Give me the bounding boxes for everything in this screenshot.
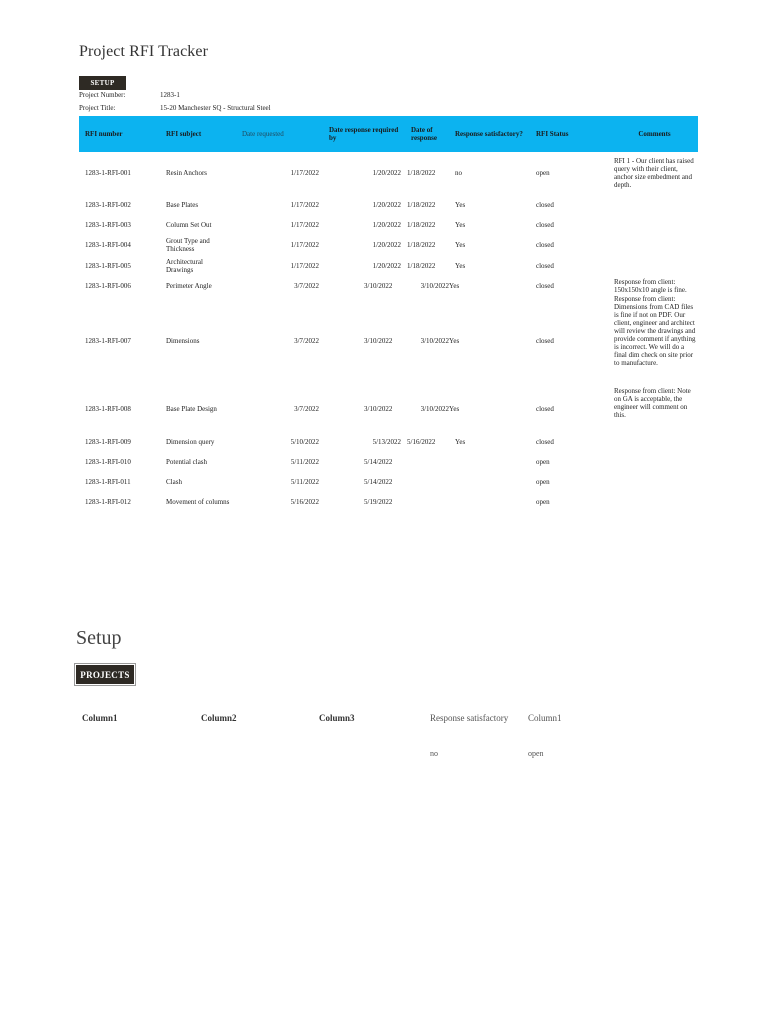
setup-button[interactable]: SETUP — [79, 76, 126, 90]
cell-status: closed — [536, 337, 554, 345]
cell-date-required: 5/14/2022 — [364, 478, 393, 486]
cell-rfi-number: 1283-1-RFI-001 — [85, 169, 131, 177]
col-header-rfi-subject[interactable]: RFI subject — [166, 130, 202, 138]
cell-date-response: 5/16/2022 — [407, 437, 436, 446]
cell-status: open — [536, 169, 550, 177]
cell-date-response — [405, 472, 449, 492]
cell-date-requested: 5/11/2022 — [290, 458, 319, 466]
cell-rfi-number: 1283-1-RFI-002 — [85, 201, 131, 209]
cell-comment: Response from client: 150x150x10 angle is fine. — [614, 277, 687, 294]
cell-date-response — [405, 452, 449, 472]
table-row — [79, 492, 698, 512]
cell-date-requested: 5/16/2022 — [290, 498, 319, 506]
table-row — [79, 194, 698, 216]
cell-comment — [611, 452, 698, 472]
cell-subject: Column Set Out — [166, 221, 212, 229]
cell-date-required: 1/20/2022 — [372, 262, 401, 270]
cell-rfi-number: 1283-1-RFI-006 — [85, 281, 131, 290]
cell-satisfactory: Yes — [455, 241, 466, 249]
cell-comment: Response from client: Dimensions from CAD files is fine if not on PDF. Our client, engineer and architect will review the drawings and provide comment if anything is incorrect. We will do a final dim check on site prior to manufacture. — [614, 295, 696, 367]
col-header-date-requested[interactable]: Date requested — [242, 130, 284, 138]
cell-satisfactory — [449, 492, 530, 512]
column-header-column1-b[interactable]: Column1 — [528, 713, 562, 723]
cell-comment — [611, 431, 698, 452]
cell-satisfactory — [449, 452, 530, 472]
table-row — [79, 472, 698, 492]
cell-satisfactory: no — [455, 169, 462, 177]
cell-date-required: 5/13/2022 — [372, 437, 401, 446]
cell-subject: Dimension query — [166, 437, 215, 446]
cell-date-required: 1/20/2022 — [372, 241, 401, 249]
table-row — [79, 387, 698, 431]
cell-status: closed — [536, 405, 554, 413]
cell-comment — [611, 194, 698, 216]
table-header-row — [79, 116, 698, 152]
col-header-response-satisfactory[interactable]: Response satisfactory? — [455, 130, 523, 138]
cell-date-response: 1/18/2022 — [407, 262, 436, 270]
cell-rfi-number: 1283-1-RFI-007 — [85, 337, 131, 345]
cell-rfi-number: 1283-1-RFI-005 — [85, 262, 131, 270]
table-row — [79, 152, 698, 194]
cell-date-required: 3/10/2022 — [364, 337, 393, 345]
cell-status: open — [536, 458, 550, 466]
value-response-satisfactory: no — [430, 749, 438, 758]
cell-status: closed — [536, 241, 554, 249]
cell-status: closed — [536, 262, 554, 270]
cell-rfi-number: 1283-1-RFI-008 — [85, 405, 131, 413]
cell-comment — [611, 234, 698, 256]
project-title-label: Project Title: — [79, 104, 116, 112]
cell-date-requested: 3/7/2022 — [294, 281, 319, 290]
cell-status: closed — [536, 221, 554, 229]
cell-subject: Base Plate Design — [166, 405, 217, 413]
cell-subject: Base Plates — [166, 201, 199, 209]
cell-subject: Architectural Drawings — [166, 258, 203, 274]
cell-date-requested: 3/7/2022 — [294, 337, 319, 345]
cell-date-requested: 1/17/2022 — [290, 221, 319, 229]
cell-comment — [611, 256, 698, 276]
cell-subject: Resin Anchors — [166, 169, 208, 177]
cell-date-requested: 1/17/2022 — [290, 201, 319, 209]
cell-rfi-number: 1283-1-RFI-012 — [85, 498, 131, 506]
cell-satisfactory — [449, 472, 530, 492]
cell-comment: Response from client: Note on GA is acceptable, the engineer will comment on this. — [614, 387, 691, 419]
cell-comment — [611, 472, 698, 492]
cell-date-response: 3/10/2022 — [420, 337, 449, 345]
cell-status: closed — [536, 281, 554, 290]
cell-satisfactory: Yes — [449, 405, 460, 413]
cell-status: open — [536, 498, 550, 506]
cell-date-requested: 1/17/2022 — [290, 241, 319, 249]
col-header-date-response-required[interactable]: Date response required by — [329, 126, 399, 142]
projects-button[interactable]: PROJECTS — [76, 665, 134, 684]
project-title-value: 15-20 Manchester SQ - Structural Steel — [160, 104, 271, 112]
cell-date-requested: 5/10/2022 — [290, 437, 319, 446]
table-row — [79, 276, 698, 295]
table-row — [79, 234, 698, 256]
col-header-date-of-response[interactable]: Date of response — [411, 126, 437, 142]
cell-rfi-number: 1283-1-RFI-004 — [85, 241, 131, 249]
cell-subject: Potential clash — [166, 458, 208, 466]
cell-date-response: 1/18/2022 — [407, 241, 436, 249]
cell-status: closed — [536, 437, 554, 446]
cell-subject: Perimeter Angle — [166, 281, 212, 290]
table-row — [79, 431, 698, 452]
col-header-comments[interactable]: Comments — [638, 130, 671, 138]
cell-date-requested: 1/17/2022 — [290, 169, 319, 177]
cell-status: closed — [536, 201, 554, 209]
cell-comment — [611, 492, 698, 512]
cell-comment: RFI 1 - Our client has raised query with their client, anchor size embedment and depth. — [614, 157, 694, 189]
cell-date-requested: 3/7/2022 — [294, 405, 319, 413]
cell-date-requested: 5/11/2022 — [290, 478, 319, 486]
cell-rfi-number: 1283-1-RFI-010 — [85, 458, 131, 466]
cell-date-response: 1/18/2022 — [407, 201, 436, 209]
col-header-rfi-number[interactable]: RFI number — [85, 130, 123, 138]
cell-subject: Grout Type and Thickness — [166, 237, 210, 253]
setup-section-title: Setup — [76, 627, 122, 649]
column-header-column1[interactable]: Column1 — [82, 713, 118, 723]
cell-rfi-number: 1283-1-RFI-003 — [85, 221, 131, 229]
cell-date-response: 3/10/2022 — [420, 405, 449, 413]
cell-satisfactory: Yes — [449, 337, 460, 345]
cell-rfi-number: 1283-1-RFI-009 — [85, 437, 131, 446]
value-column1-b: open — [528, 749, 544, 758]
cell-date-required: 1/20/2022 — [372, 221, 401, 229]
cell-rfi-number: 1283-1-RFI-011 — [85, 478, 131, 486]
cell-satisfactory: Yes — [455, 437, 466, 446]
cell-date-required: 1/20/2022 — [372, 201, 401, 209]
project-number-value: 1283-1 — [160, 91, 180, 99]
cell-date-required: 3/10/2022 — [364, 281, 393, 290]
cell-satisfactory: Yes — [449, 281, 460, 290]
cell-satisfactory: Yes — [455, 262, 466, 270]
cell-comment — [611, 216, 698, 234]
table-row — [79, 452, 698, 472]
cell-subject: Movement of columns — [166, 498, 230, 506]
cell-status: open — [536, 478, 550, 486]
column-header-response-satisfactory[interactable]: Response satisfactory — [430, 713, 509, 723]
table-row — [79, 216, 698, 234]
cell-date-required: 3/10/2022 — [364, 405, 393, 413]
cell-date-required: 5/14/2022 — [364, 458, 393, 466]
cell-satisfactory: Yes — [455, 221, 466, 229]
cell-date-required: 5/19/2022 — [364, 498, 393, 506]
rfi-table — [79, 116, 698, 512]
project-number-label: Project Number: — [79, 91, 126, 99]
table-row — [79, 295, 698, 387]
col-header-rfi-status[interactable]: RFI Status — [536, 130, 569, 138]
column-header-column3[interactable]: Column3 — [319, 713, 355, 723]
cell-satisfactory: Yes — [455, 201, 466, 209]
cell-date-response: 3/10/2022 — [420, 281, 449, 290]
table-row — [79, 256, 698, 276]
page-title: Project RFI Tracker — [79, 43, 209, 60]
cell-date-required: 1/20/2022 — [372, 169, 401, 177]
cell-date-requested: 1/17/2022 — [290, 262, 319, 270]
cell-subject: Dimensions — [166, 337, 200, 345]
cell-date-response — [405, 492, 449, 512]
column-header-column2[interactable]: Column2 — [201, 713, 237, 723]
cell-subject: Clash — [166, 478, 182, 486]
cell-date-response: 1/18/2022 — [407, 169, 436, 177]
cell-date-response: 1/18/2022 — [407, 221, 436, 229]
